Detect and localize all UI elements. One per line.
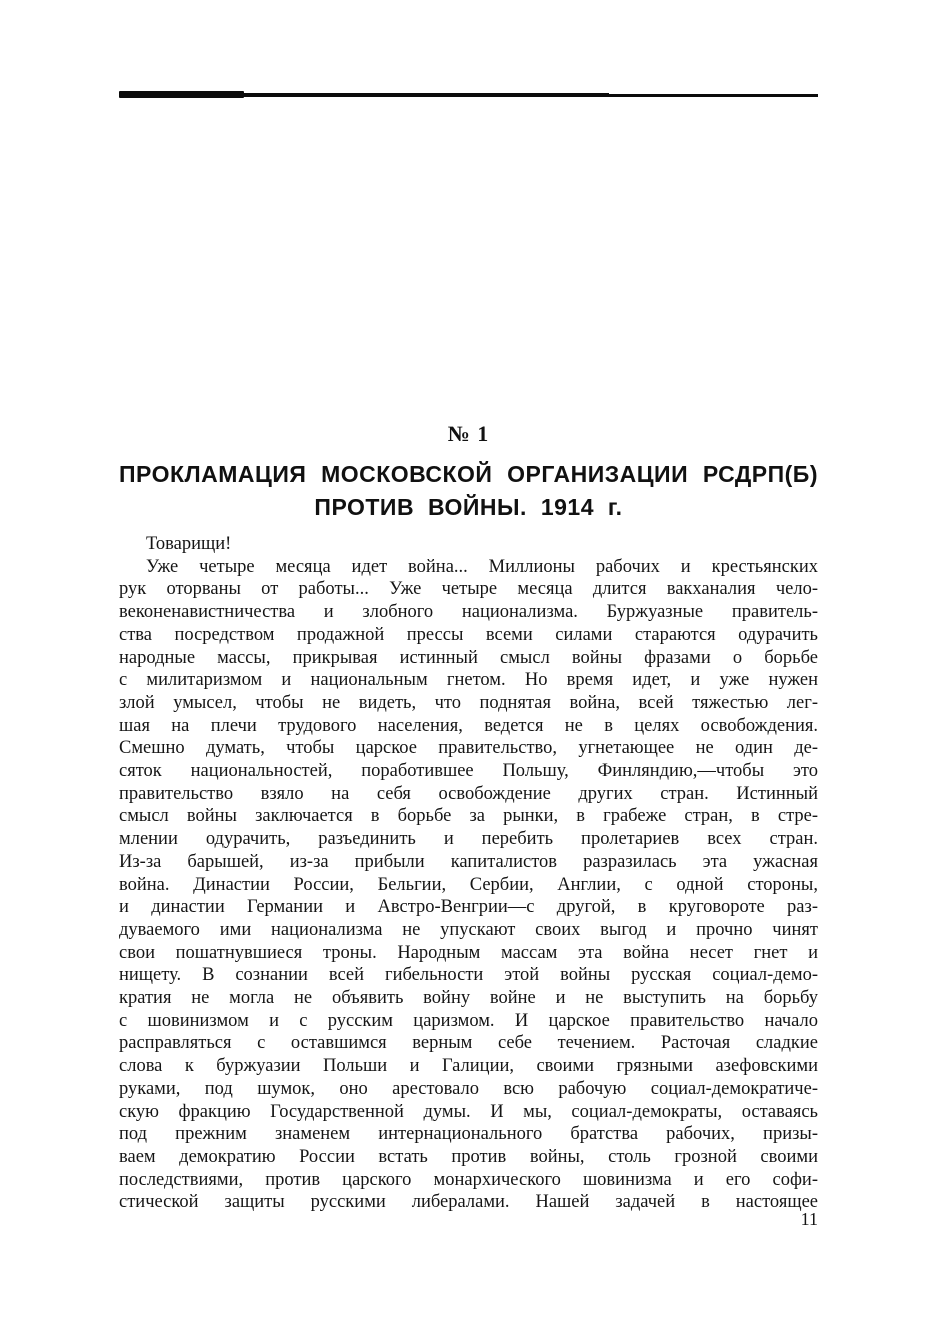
body-line: с милитаризмом и национальным гнетом. Но время идет, и уже нужен bbox=[119, 670, 818, 691]
body-line: Из-за барышей, из-за прибыли капиталистов разразилась эта ужасная bbox=[119, 851, 818, 872]
body-line: народные массы, прикрывая истинный смысл войны фразами о борьбе bbox=[119, 647, 818, 668]
body-line: нищету. В сознании всей гибельности этой войны русская социал-демо- bbox=[119, 965, 818, 986]
body-line: шая на плечи трудового населения, ведется не в целях освобождения. bbox=[119, 715, 818, 736]
body-line: слова к буржуазии Польши и Галиции, своими грязными азефовскими bbox=[119, 1056, 818, 1077]
body-line: ства посредством продажной прессы всеми силами стараются одурачить bbox=[119, 624, 818, 645]
body-line: скую фракцию Государственной думы. И мы, социал-демократы, оставаясь bbox=[119, 1101, 818, 1122]
body-line: война. Династии России, Бельгии, Сербии, Англии, с одной стороны, bbox=[119, 874, 818, 895]
body-line: кратия не могла не объявить войну войне и не выступить на борьбу bbox=[119, 988, 818, 1009]
body-line: под прежним знаменем интернационального братства рабочих, призы- bbox=[119, 1124, 818, 1145]
page-number: 11 bbox=[800, 1209, 818, 1229]
body-text bbox=[119, 533, 818, 1214]
body-line: сяток национальностей, поработившее Польшу, Финляндию,—чтобы это bbox=[119, 761, 818, 782]
body-line: млении одурачить, разъединить и перебить пролетариев всех стран. bbox=[119, 829, 818, 850]
body-line: рук оторваны от работы... Уже четыре месяца длится вакханалия чело- bbox=[119, 579, 818, 600]
body-line: последствиями, против царского монархического шовинизма и его софи- bbox=[119, 1169, 818, 1190]
salutation: Товарищи! bbox=[146, 534, 232, 554]
body-line: веконенавистничества и злобного национализма. Буржуазные правитель- bbox=[119, 602, 818, 623]
body-line: Уже четыре месяца идет война... Миллионы рабочих и крестьянских bbox=[146, 556, 818, 577]
document-title-line-1: ПРОКЛАМАЦИЯ МОСКОВСКОЙ ОРГАНИЗАЦИИ РСДРП(Б) bbox=[119, 461, 818, 487]
body-line: правительство взяло на себя освобождение других стран. Истинный bbox=[119, 783, 818, 804]
body-line: расправляться с оставшимся верным себе течением. Расточая сладкие bbox=[119, 1033, 818, 1054]
document-title bbox=[119, 458, 818, 524]
body-line: злой умысел, чтобы не видеть, что поднятая война, всей тяжестью лег- bbox=[119, 692, 818, 713]
body-line: ваем демократию России встать против войны, столь грозной своими bbox=[119, 1146, 818, 1167]
body-line: Смешно думать, чтобы царское правительство, угнетающее не один де- bbox=[119, 738, 818, 759]
body-lines bbox=[119, 556, 818, 1214]
body-line: с шовинизмом и с русским царизмом. И царское правительство начало bbox=[119, 1010, 818, 1031]
top-rule-divider bbox=[119, 94, 818, 97]
body-line: руками, под шумок, оно арестовало всю рабочую социал-демократиче- bbox=[119, 1078, 818, 1099]
body-line: стической защиты русскими либералами. Нашей задачей в настоящее bbox=[119, 1192, 818, 1213]
body-line: дуваемого ими национализма не упускают своих выгод и прочно чинят bbox=[119, 919, 818, 940]
document-title-line-2: ПРОТИВ ВОЙНЫ. 1914 г. bbox=[314, 494, 623, 520]
body-line: и династии Германии и Австро-Венгрии—с другой, в круговороте раз- bbox=[119, 897, 818, 918]
body-line: смысл войны заключается в борьбе за рынки, в грабеже стран, в стре- bbox=[119, 806, 818, 827]
document-number: № 1 bbox=[447, 421, 490, 446]
body-line: свои пошатнувшиеся троны. Народным массам эта война несет гнет и bbox=[119, 942, 818, 963]
